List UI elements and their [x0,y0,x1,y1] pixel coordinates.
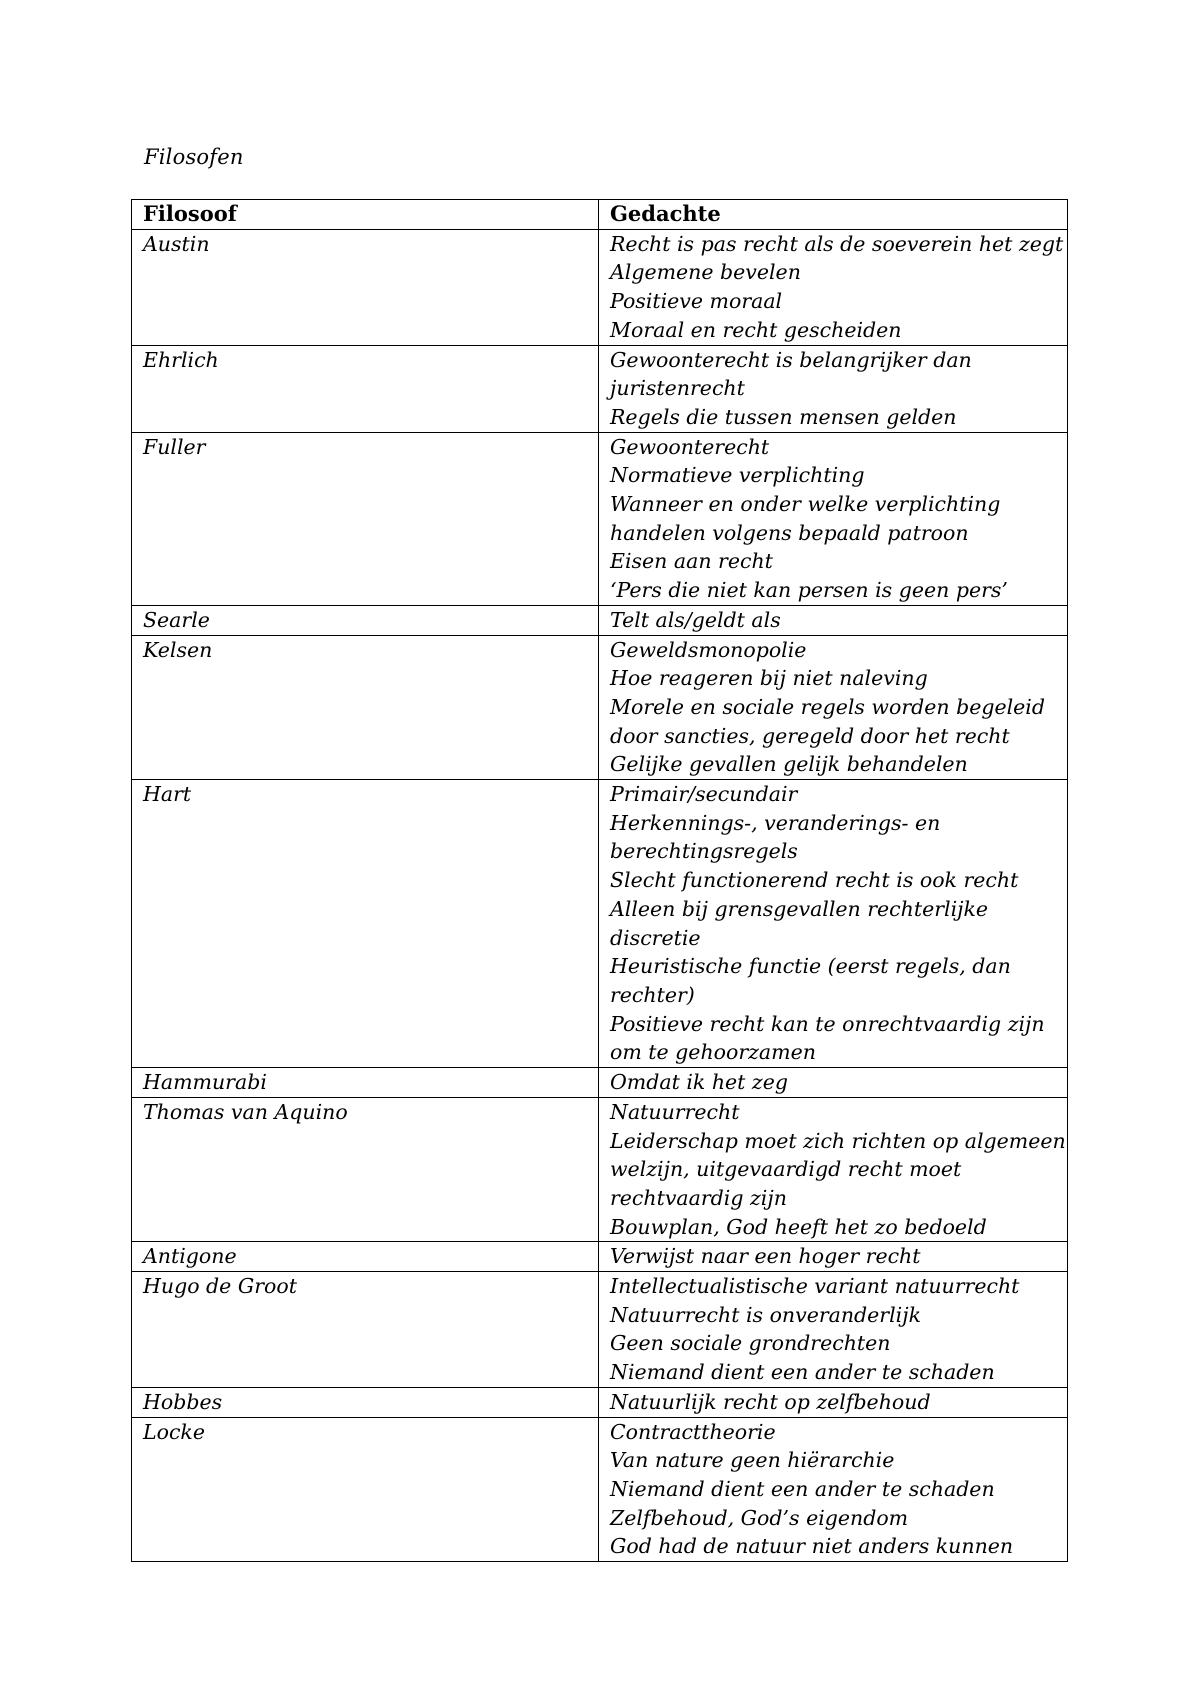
thought-line: Alleen bij grensgevallen rechterlijke [610,896,989,921]
thought-line: Bouwplan, God heeft het zo bedoeld [610,1214,987,1239]
thought-line: ‘Pers die niet kan persen is geen pers’ [610,578,1008,603]
philosopher-cell: Austin [132,229,599,345]
philosopher-cell: Antigone [132,1242,599,1272]
table-row [132,1387,1068,1417]
philosophers-table [131,199,1068,1562]
philosopher-cell: Thomas van Aquino [132,1097,599,1242]
thought-cell [599,1272,1068,1388]
thought-line: rechter) [610,982,695,1007]
thought-cell [599,1068,1068,1098]
thought-line: Omdat ik het zeg [610,1070,788,1095]
thought-line: berechtingsregels [610,839,798,864]
thought-line: Hoe reageren bij niet naleving [610,666,928,691]
thought-line: Intellectualistische variant natuurrecht [610,1274,1020,1299]
table-body [132,229,1068,1561]
thought-line: welzijn, uitgevaardigd recht moet [610,1157,962,1182]
thought-line: Telt als/geldt als [610,607,781,632]
thought-line: Natuurrecht [610,1099,740,1124]
thought-line: Eisen aan recht [610,549,773,574]
thought-cell [599,345,1068,432]
philosopher-cell: Searle [132,605,599,635]
thought-cell [599,1097,1068,1242]
thought-line: Moraal en recht gescheiden [610,317,902,342]
table-row [132,1417,1068,1562]
philosopher-cell: Hugo de Groot [132,1272,599,1388]
thought-line: Niemand dient een ander te schaden [610,1476,995,1501]
thought-cell [599,432,1068,605]
page-heading: Filosofen [144,145,244,169]
table-row [132,432,1068,605]
thought-line: Herkennings-, veranderings- en [610,810,941,835]
thought-line: juristenrecht [610,376,745,401]
thought-cell [599,1417,1068,1562]
table-row [132,1097,1068,1242]
philosopher-cell: Hobbes [132,1387,599,1417]
thought-line: Natuurlijk recht op zelfbehoud [610,1389,931,1414]
thought-line: Geen sociale grondrechten [610,1331,891,1356]
thought-line: Heuristische functie (eerst regels, dan [610,954,1011,979]
thought-line: Normatieve verplichting [610,463,865,488]
thought-line: rechtvaardig zijn [610,1185,787,1210]
thought-line: discretie [610,925,701,950]
table-header-row [132,200,1068,230]
philosopher-cell: Locke [132,1417,599,1562]
thought-line: Primair/secundair [610,782,798,807]
philosopher-cell: Fuller [132,432,599,605]
philosopher-cell: Hart [132,780,599,1068]
thought-cell [599,229,1068,345]
table-row [132,1272,1068,1388]
thought-line: Positieve recht kan te onrechtvaardig zijn [610,1011,1045,1036]
thought-line: Contracttheorie [610,1419,776,1444]
thought-line: Leiderschap moet zich richten op algemeen [610,1128,1066,1153]
table-row [132,635,1068,780]
thought-line: Zelfbehoud, God’s eigendom [610,1505,909,1530]
thought-line: Algemene bevelen [610,260,801,285]
philosopher-cell: Kelsen [132,635,599,780]
thought-line: Slecht functionerend recht is ook recht [610,868,1019,893]
thought-line: om te gehoorzamen [610,1040,816,1065]
philosopher-cell: Ehrlich [132,345,599,432]
thought-line: Geweldsmonopolie [610,637,807,662]
thought-cell [599,635,1068,780]
table-row [132,1242,1068,1272]
thought-line: God had de natuur niet anders kunnen [610,1534,1014,1559]
philosopher-cell: Hammurabi [132,1068,599,1098]
thought-line: Positieve moraal [610,289,783,314]
thought-line: Gewoonterecht [610,434,770,459]
thought-cell [599,1242,1068,1272]
header-thought: Gedachte [599,200,1068,230]
thought-line: Gewoonterecht is belangrijker dan [610,347,972,372]
thought-line: Gelijke gevallen gelijk behandelen [610,752,968,777]
thought-line: Recht is pas recht als de soeverein het zegt [610,231,1064,256]
thought-cell [599,780,1068,1068]
thought-line: Van nature geen hiërarchie [610,1448,895,1473]
table-row [132,229,1068,345]
thought-line: Morele en sociale regels worden begeleid [610,694,1045,719]
thought-cell [599,605,1068,635]
thought-cell [599,1387,1068,1417]
thought-line: Niemand dient een ander te schaden [610,1360,995,1385]
table-row [132,780,1068,1068]
thought-line: door sancties, geregeld door het recht [610,723,1010,748]
thought-line: Wanneer en onder welke verplichting [610,492,1001,517]
table-row [132,345,1068,432]
header-philosopher: Filosoof [132,200,599,230]
table-row [132,605,1068,635]
thought-line: handelen volgens bepaald patroon [610,520,969,545]
thought-line: Natuurrecht is onveranderlijk [610,1302,921,1327]
thought-line: Regels die tussen mensen gelden [610,404,957,429]
thought-line: Verwijst naar een hoger recht [610,1244,921,1269]
table-row [132,1068,1068,1098]
